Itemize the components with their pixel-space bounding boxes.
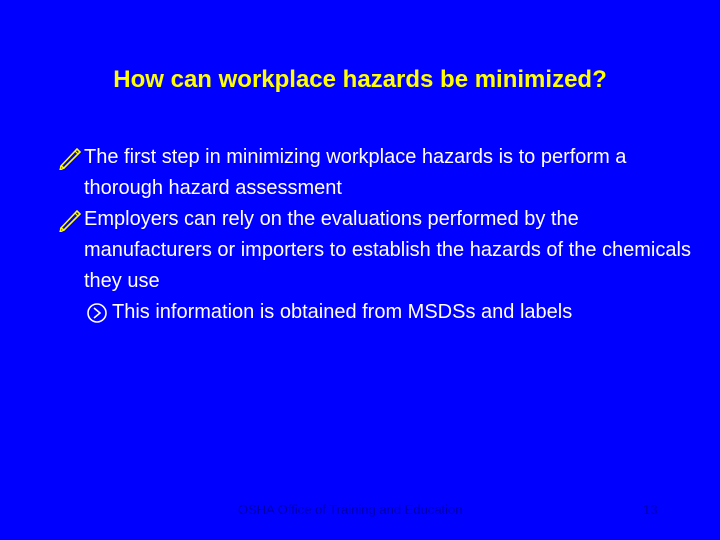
bullet-list	[58, 142, 698, 328]
chevron-right-icon	[86, 302, 108, 324]
page-number: 13	[643, 502, 658, 517]
pencil-icon	[58, 144, 84, 170]
footer-org-text: OSHA Office of Training and Education	[238, 502, 463, 517]
pencil-icon	[58, 206, 84, 232]
bullet-item-2	[58, 204, 698, 297]
sub-bullet-text: This information is obtained from MSDSs and labels	[112, 301, 573, 323]
sub-bullet-item-1	[58, 297, 698, 328]
bullet-text: Employers can rely on the evaluations performed by the manufacturers or importers to establish the hazards of the chemicals they use	[84, 208, 691, 292]
slide-title: How can workplace hazards be minimized?	[113, 66, 607, 93]
bullet-item-1	[58, 142, 698, 204]
bullet-text: The first step in minimizing workplace hazards is to perform a thorough hazard assessment	[84, 146, 627, 199]
